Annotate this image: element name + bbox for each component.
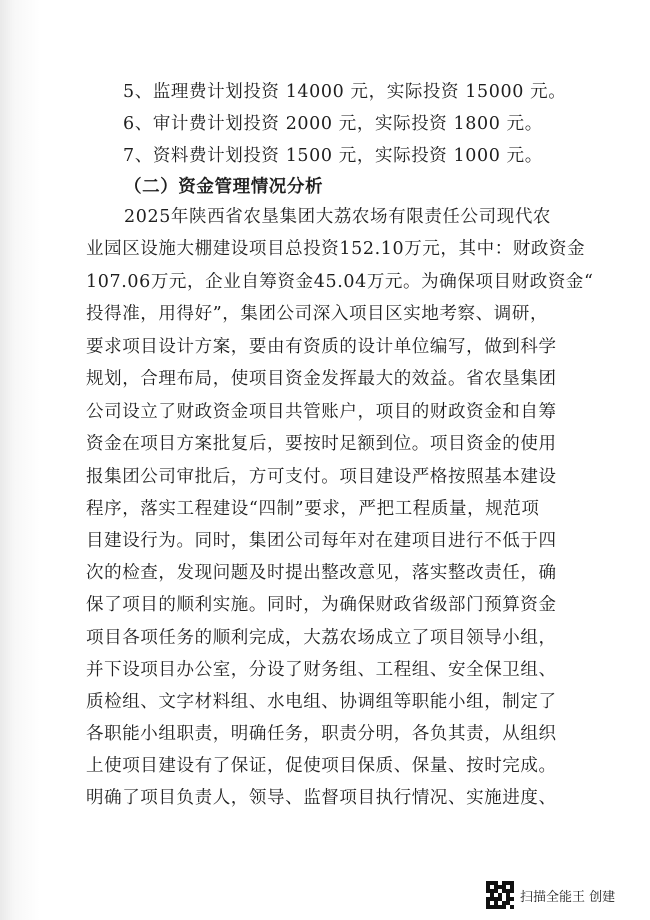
paragraph-line-14: 项目各项任务的顺利完成，大荔农场成立了项目领导小组， (86, 628, 557, 648)
scanner-brand-text: 扫描全能王 创建 (520, 889, 616, 905)
text-line-3: 7、资料费计划投资 1500 元，实际投资 1000 元。 (123, 146, 543, 166)
section-heading: （二）资金管理情况分析 (124, 177, 324, 197)
paragraph-line-9: 报集团公司审批后，方可支付。项目建设严格按照基本建设 (86, 467, 557, 487)
paragraph-line-16: 质检组、文字材料组、水电组、协调组等职能小组，制定了 (86, 692, 557, 712)
paragraph-line-12: 次的检查，发现问题及时提出整改意见，落实整改责任，确 (86, 563, 557, 583)
paragraph-line-7: 公司设立了财政资金项目共管账户，项目的财政资金和自筹 (86, 402, 557, 422)
paragraph-line-1: 2025年陕西省农垦集团大荔农场有限责任公司现代农 (124, 207, 552, 227)
paragraph-line-19: 明确了项目负责人，领导、监督项目执行情况、实施进度、 (86, 788, 557, 808)
paragraph-line-5: 要求项目设计方案，要由有资质的设计单位编写，做到科学 (86, 337, 557, 357)
paragraph-line-10: 程序，落实工程建设“四制”要求，严把工程质量，规范项 (86, 499, 540, 519)
paragraph-line-13: 保了项目的顺利实施。同时，为确保财政省级部门预算资金 (86, 595, 557, 615)
paragraph-line-4: 投得准，用得好”，集团公司深入项目区实地考察、调研， (86, 304, 549, 324)
paragraph-line-15: 并下设项目办公室，分设了财务组、工程组、安全保卫组、 (86, 660, 557, 680)
scanner-footer (486, 880, 615, 910)
paragraph-line-11: 目建设行为。同时，集团公司每年对在建项目进行不低于四 (86, 531, 557, 551)
paragraph-line-3: 107.06万元，企业自筹资金45.04万元。为确保项目财政资金“ (86, 272, 594, 292)
paragraph-line-6: 规划，合理布局，使项目资金发挥最大的效益。省农垦集团 (86, 369, 557, 389)
text-line-1: 5、监理费计划投资 14000 元，实际投资 15000 元。 (123, 82, 567, 102)
qr-code-icon (486, 881, 514, 909)
paragraph-line-8: 资金在项目方案批复后，要按时足额到位。项目资金的使用 (86, 434, 557, 454)
paragraph-line-2: 业园区设施大棚建设项目总投资152.10万元，其中：财政资金 (86, 239, 586, 259)
paragraph-line-17: 各职能小组职责，明确任务，职责分明，各负其责，从组织 (86, 724, 557, 744)
paragraph-line-18: 上使项目建设有了保证，促使项目保质、保量、按时完成。 (86, 756, 557, 776)
text-line-2: 6、审计费计划投资 2000 元，实际投资 1800 元。 (123, 114, 543, 134)
